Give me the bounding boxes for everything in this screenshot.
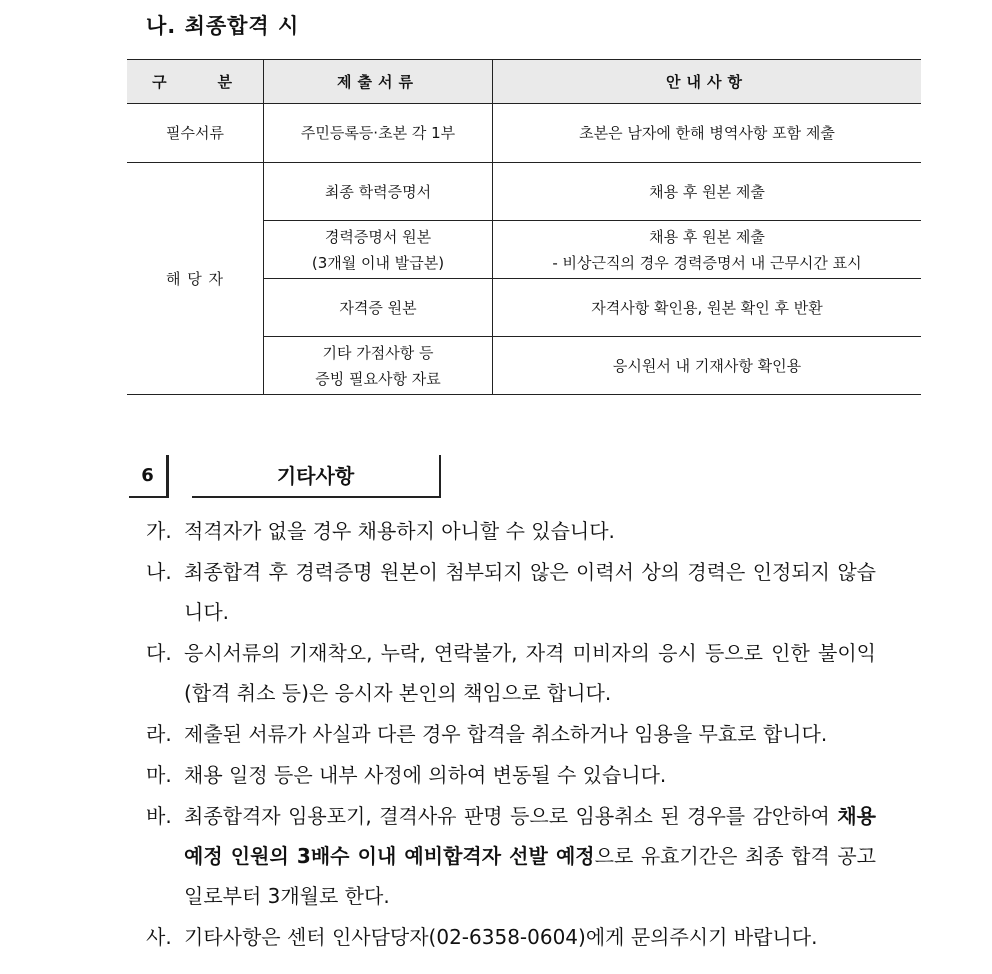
row-category: 필수서류 (127, 104, 264, 163)
list-text-emphasis: 채용예정 인원의 3배수 이내 예비합격자 선발 예정 (184, 804, 876, 868)
list-marker: 가. (146, 519, 172, 543)
cell-line: 최종 학력증명서 (324, 182, 432, 201)
row-note (493, 337, 922, 395)
list-marker: 라. (146, 722, 172, 746)
section-heading (129, 455, 441, 498)
header-documents: 제출서류 (264, 60, 493, 104)
row-document (264, 163, 493, 221)
list-marker: 다. (146, 641, 172, 665)
row-document (264, 337, 493, 395)
list-item (146, 796, 876, 916)
list-item (146, 714, 876, 754)
notes-list (146, 511, 876, 958)
list-item (146, 511, 876, 551)
list-text: 적격자가 없을 경우 채용하지 아니할 수 있습니다. (184, 519, 615, 543)
row-document (264, 221, 493, 279)
cell-line: (3개월 이내 발급본) (311, 253, 445, 272)
cell-line: 기타 가점사항 등 (322, 343, 434, 362)
list-item (146, 633, 876, 713)
row-note (493, 163, 922, 221)
header-category: 구 분 (127, 60, 264, 104)
section-number: 6 (129, 455, 169, 498)
final-pass-documents-table (127, 59, 921, 395)
list-text: 채용 일정 등은 내부 사정에 의하여 변동될 수 있습니다. (184, 763, 667, 787)
cell-line: 채용 후 원본 제출 (649, 182, 765, 201)
cell-line: 경력증명서 원본 (324, 227, 432, 246)
row-note (493, 279, 922, 337)
list-text-pre: 최종합격자 임용포기, 결격사유 판명 등으로 임용취소 된 경우를 감안하여 (184, 804, 838, 828)
cell-line: 증빙 필요사항 자료 (315, 369, 441, 388)
row-document: 주민등록등·초본 각 1부 (264, 104, 493, 163)
table-row (127, 163, 921, 221)
table-row (127, 104, 921, 163)
list-item (146, 755, 876, 795)
row-document (264, 279, 493, 337)
section-heading-title: 기타사항 (192, 455, 441, 498)
list-marker: 바. (146, 804, 172, 828)
row-note (493, 221, 922, 279)
list-marker: 나. (146, 560, 172, 584)
list-text-post: 으로 유효기간은 최종 합격 공고일로부터 3개월로 한다. (184, 844, 876, 908)
list-marker: 마. (146, 763, 172, 787)
table-header-row (127, 60, 921, 104)
cell-line: 채용 후 원본 제출 (649, 227, 765, 246)
list-text: 응시서류의 기재착오, 누락, 연락불가, 자격 미비자의 응시 등으로 인한 불이익(합격 취소 등)은 응시자 본인의 책임으로 합니다. (184, 641, 876, 705)
list-item (146, 917, 876, 957)
header-notes: 안내사항 (493, 60, 922, 104)
cell-line: - 비상근직의 경우 경력증명서 내 근무시간 표시 (552, 253, 862, 272)
list-text: 기타사항은 센터 인사담당자(02-6358-0604)에게 문의주시기 바랍니다. (184, 925, 818, 949)
row-category: 해 당 자 (127, 163, 264, 395)
cell-line: 응시원서 내 기재사항 확인용 (612, 356, 802, 375)
list-text: 제출된 서류가 사실과 다른 경우 합격을 취소하거나 임용을 무효로 합니다. (184, 722, 828, 746)
cell-line: 자격증 원본 (339, 298, 417, 317)
list-item (146, 552, 876, 632)
cell-line: 자격사항 확인용, 원본 확인 후 반환 (591, 298, 823, 317)
list-marker: 사. (146, 925, 172, 949)
row-note: 초본은 남자에 한해 병역사항 포함 제출 (493, 104, 922, 163)
list-text (184, 804, 876, 908)
list-text: 최종합격 후 경력증명 원본이 첨부되지 않은 이력서 상의 경력은 인정되지 않습니다. (184, 560, 876, 624)
section-title: 나. 최종합격 시 (146, 14, 300, 38)
